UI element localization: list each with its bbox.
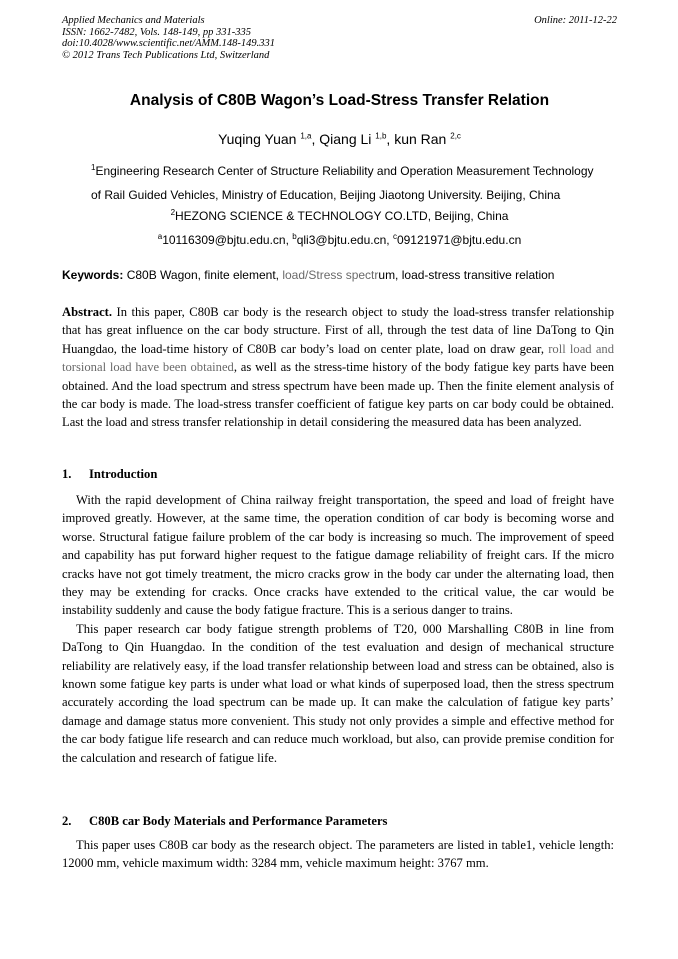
author-name: Qiang Li — [319, 131, 372, 147]
author-affiliation-mark: 2,c — [450, 131, 461, 141]
section-number: 2. — [62, 814, 72, 828]
doi-line: doi:10.4028/www.scientific.net/AMM.148-149.331 — [62, 38, 275, 49]
email-mark: a — [157, 232, 163, 241]
email-line — [62, 233, 617, 247]
keywords-line — [62, 268, 617, 282]
journal-name: Applied Mechanics and Materials — [62, 15, 205, 26]
paper-title: Analysis of C80B Wagon’s Load-Stress Transfer Relation — [129, 92, 550, 109]
abstract — [62, 303, 614, 432]
keywords-label: Keywords: — [62, 268, 124, 282]
affiliation-2 — [62, 209, 617, 223]
keywords-text: C80B Wagon, finite element, — [123, 268, 283, 282]
section-number: 1. — [62, 467, 72, 481]
email-mark: b — [292, 232, 297, 241]
issn-line: ISSN: 1662-7482, Vols. 148-149, pp 331-335 — [62, 26, 251, 38]
section-title: C80B car Body Materials and Performance Parameters — [89, 814, 388, 828]
author-list — [62, 131, 617, 147]
keywords-text: um, load-stress transitive relation — [378, 268, 555, 282]
author-separator: , — [311, 131, 320, 147]
abstract-text: In this paper, C80B car body is the research object to study the load-stress transfer relationship that has great influence on the car body structure. First of all, through the test data of line DaTong to Qin Huangdao, the load-time history of C80B car body’s load on center plate, load on draw gear, — [62, 305, 614, 356]
email-address: 10116309@bjtu.edu.cn, — [162, 233, 293, 247]
section-heading-materials — [62, 814, 387, 829]
page-header — [62, 15, 617, 61]
affiliation-1-line-1 — [91, 164, 594, 178]
email-mark: c — [392, 232, 397, 241]
affiliation-text: Engineering Research Center of Structure Reliability and Operation Measurement Technology — [95, 164, 594, 178]
paragraph: This paper research car body fatigue strength problems of T20, 000 Marshalling C80B in line from DaTong to Qin Huangdao. In the condition of the test evaluation and design of mechanical structure reliability are relatively easy, if the load transfer relationship between load and stress can be obtained, also is known some fatigue key parts is under what load or what kinds of superposed load, then the stress spectrum accurately according the load spectrum can be made up. It can make the calculation of fatigue key parts’ damage and damage status more convenient. This study not only provides a simple and effective method for the car body fatigue life research and can reduce much workload, but also, can provide premise condition for the calculation and research of fatigue life. — [62, 621, 614, 765]
abstract-label: Abstract. — [62, 305, 113, 319]
author-separator: , — [386, 131, 395, 147]
section-title: Introduction — [89, 467, 158, 481]
affiliation-mark: 2 — [170, 208, 176, 217]
affiliation-text: HEZONG SCIENCE & TECHNOLOGY CO.LTD, Beijing, China — [175, 209, 509, 223]
introduction-body — [62, 491, 614, 767]
affiliation-1-line-2: of Rail Guided Vehicles, Ministry of Education, Beijing Jiaotong University. Beijing, China — [91, 188, 561, 202]
author-affiliation-mark: 1,b — [375, 131, 387, 141]
copyright-line: © 2012 Trans Tech Publications Ltd, Switzerland — [62, 49, 270, 61]
affiliation-mark: 1 — [91, 163, 96, 172]
materials-body — [62, 836, 614, 873]
abstract-text-highlight: roll load and torsional load have been obtained — [62, 341, 614, 375]
keywords-text-highlight: load/Stress spectr — [282, 268, 379, 282]
email-address: qli3@bjtu.edu.cn, — [296, 233, 393, 247]
author-affiliation-mark: 1,a — [300, 131, 312, 141]
online-date: Online: 2011-12-22 — [534, 15, 617, 26]
author-name: Yuqing Yuan — [218, 131, 297, 147]
author-name: kun Ran — [394, 131, 447, 147]
paragraph: This paper uses C80B car body as the research object. The parameters are listed in table1, vehicle length: 12000 mm, vehicle maximum width: 3284 mm, vehicle maximum height: 3767 mm. — [62, 838, 614, 871]
section-heading-introduction — [62, 467, 157, 482]
abstract-text: , as well as the stress-time history of the body fatigue key parts have been obtained. And the load spectrum and stress spectrum have been made up. Then the finite element analysis of the car body is made. The load-stress transfer coefficient of fatigue key parts on car body could be obtained. Last the load and stress transfer relationship in detail considering the measured data has been analyzed. — [62, 360, 614, 430]
email-address: 09121971@bjtu.edu.cn — [396, 233, 522, 247]
paragraph: With the rapid development of China railway freight transportation, the speed and load of freight have improved greatly. However, at the same time, the operation condition of car body is becoming worse and worse. Structural fatigue failure problem of the car body is increasing so much. The improvement of speed and capability has put forward higher request to the fatigue damage reliability of freight cars. If the micro cracks have not got timely treatment, the micro cracks grow in the body car under the alternating load, then they may be extending for cracks. Once cracks have extended to the critical value, the car would be instability suddenly and cause the body fatigue fracture. This is a serious danger to trains. — [62, 493, 614, 618]
